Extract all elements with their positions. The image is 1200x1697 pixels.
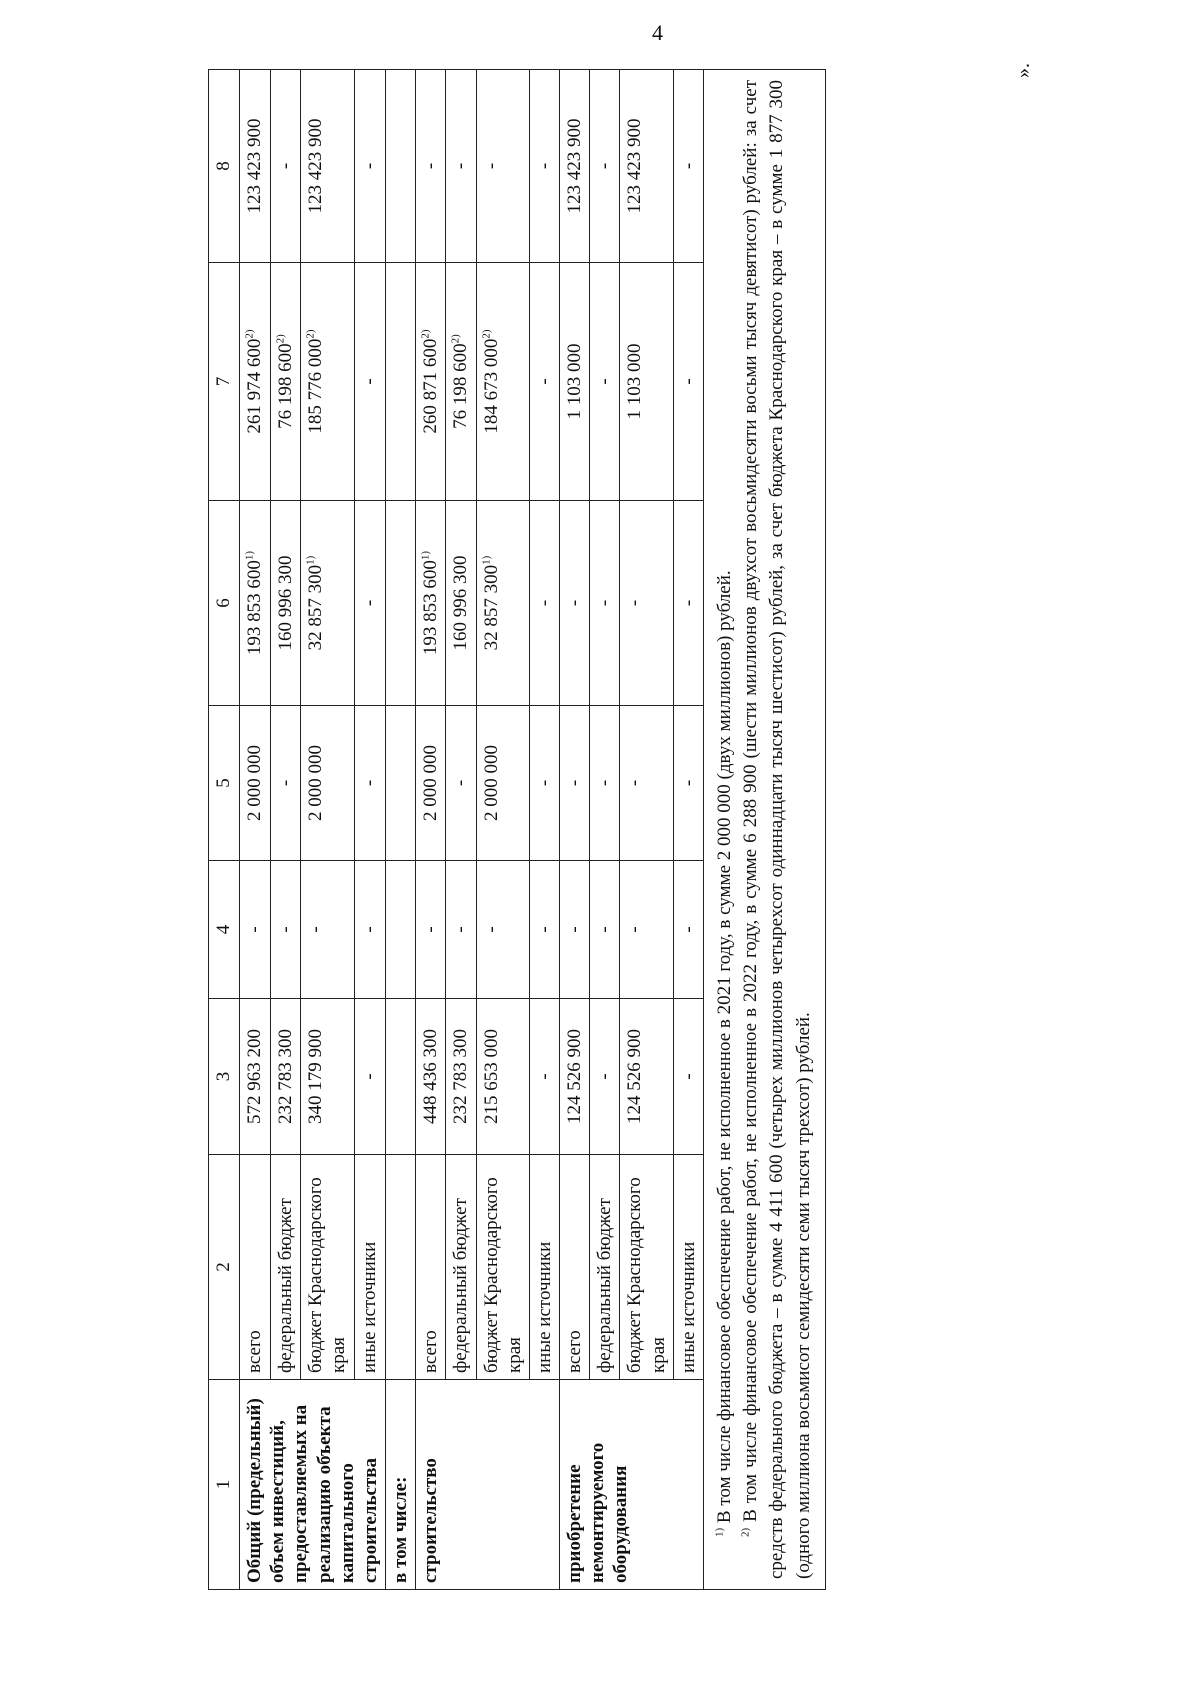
value-text: 340 179 900 [305, 1029, 327, 1124]
value-text: - [533, 378, 555, 385]
value-text: 193 853 600 [420, 560, 442, 656]
table-row [355, 70, 386, 1590]
value-cell [476, 999, 529, 1155]
value-text: - [564, 779, 586, 787]
funding-source: всего [416, 1155, 446, 1380]
value-text: - [420, 162, 442, 170]
value-text: - [450, 926, 472, 933]
header-cell: 8 [209, 70, 240, 263]
value-text: 572 963 200 [244, 1029, 265, 1124]
value-text: - [677, 162, 699, 170]
value-cell [673, 706, 703, 861]
value-cell [301, 861, 355, 999]
value-text: - [533, 599, 555, 607]
funding-source: бюджет Краснодарского края [476, 1155, 529, 1380]
investment-table [208, 69, 826, 1590]
value-text: - [677, 599, 699, 607]
value-cell [590, 999, 620, 1155]
value-cell [270, 861, 301, 999]
footnotes-cell [703, 70, 825, 1590]
value-cell [476, 706, 529, 861]
value-text: - [450, 162, 472, 170]
table-row [416, 70, 446, 1590]
value-text: - [533, 162, 555, 170]
footnote [738, 80, 817, 1579]
value-text: - [359, 926, 381, 933]
value-text: 1 103 000 [624, 343, 646, 420]
funding-source: бюджет Краснодарского края [620, 1155, 673, 1380]
value-cell [560, 861, 590, 999]
table-row [301, 70, 355, 1590]
header-row [209, 70, 240, 1590]
value-text: 124 526 900 [564, 1029, 586, 1124]
value-cell [301, 501, 355, 706]
header-cell: 3 [209, 999, 240, 1155]
subheading-row [386, 70, 416, 1590]
value-cell [560, 501, 590, 706]
footnote-mark: 1) [480, 555, 493, 565]
value-cell [446, 706, 476, 861]
value-cell [673, 501, 703, 706]
funding-source: федеральный бюджет [446, 1155, 476, 1380]
footnote-mark: 1) [713, 1527, 726, 1537]
value-cell [590, 861, 620, 999]
value-cell [270, 999, 301, 1155]
value-text: - [359, 378, 381, 385]
value-cell [560, 999, 590, 1155]
value-cell [416, 501, 446, 706]
value-cell [355, 263, 386, 501]
funding-source: иные источники [529, 1155, 559, 1380]
value-cell [446, 861, 476, 999]
footnote-text: В том числе финансовое обеспечение работ, не исполненное в 2022 году, в сумме 6 288 900 (шести миллионов двухсот восьмидесяти восьми тысяч девятисот) рублей: за счет средств федерального бюджета – в сумме 4 411 600 (четырех миллионов четырехсот одиннадцати тысяч шестисот) рублей, за счет бюджета Краснодарского края – в сумме 1 877 300 (одного миллиона восьмисот семидесяти семи тысяч трехсот) рублей. [740, 80, 814, 1579]
value-cell [620, 999, 673, 1155]
value-text: - [244, 926, 265, 933]
header-cell: 6 [209, 501, 240, 706]
value-text: 160 996 300 [450, 555, 472, 651]
value-text: 160 996 300 [274, 555, 296, 651]
table-row [446, 70, 476, 1590]
value-cell [529, 706, 559, 861]
value-cell [476, 70, 529, 263]
value-text: 261 974 600 [244, 338, 265, 434]
value-text: - [677, 926, 699, 933]
value-text: 185 776 000 [305, 338, 327, 434]
footnote [712, 80, 738, 1579]
value-cell [355, 706, 386, 861]
value-text: - [533, 779, 555, 787]
value-text: - [594, 779, 616, 787]
footnote-mark: 2) [450, 334, 463, 344]
value-cell [590, 70, 620, 263]
value-text: - [564, 599, 586, 607]
value-text: 76 198 600 [274, 343, 296, 429]
value-text: - [594, 1073, 616, 1080]
value-cell [301, 706, 355, 861]
value-text: - [274, 779, 296, 787]
value-text: 124 526 900 [624, 1029, 646, 1124]
group-title: строительство [416, 1380, 560, 1590]
value-cell [446, 999, 476, 1155]
value-cell [673, 999, 703, 1155]
value-text: - [624, 926, 646, 933]
value-cell [529, 70, 559, 263]
value-text: 232 783 300 [274, 1029, 296, 1124]
value-cell [529, 501, 559, 706]
value-cell [446, 501, 476, 706]
value-cell [355, 501, 386, 706]
funding-source: всего [240, 1155, 271, 1380]
value-cell [590, 706, 620, 861]
value-cell [476, 501, 529, 706]
value-text: - [594, 162, 616, 170]
closing-quote: ». [1012, 63, 1034, 78]
table-row [620, 70, 673, 1590]
value-cell [476, 263, 529, 501]
value-cell [301, 999, 355, 1155]
value-cell [620, 861, 673, 999]
value-cell [270, 706, 301, 861]
value-text: - [274, 162, 296, 170]
value-cell [529, 263, 559, 501]
rotated-table-container [208, 70, 1008, 1590]
value-text: 2 000 000 [420, 745, 442, 821]
value-cell [416, 263, 446, 501]
value-cell [620, 263, 673, 501]
subheading-label: в том числе: [386, 1380, 416, 1590]
value-text: - [624, 779, 646, 787]
value-cell [240, 263, 271, 501]
value-cell [240, 861, 271, 999]
value-text: - [359, 599, 381, 607]
value-cell [240, 706, 271, 861]
header-cell: 7 [209, 263, 240, 501]
value-text: 76 198 600 [450, 343, 472, 429]
value-text: 123 423 900 [305, 118, 327, 214]
value-text: - [420, 926, 442, 933]
value-cell [446, 70, 476, 263]
footnote-mark: 1) [243, 550, 256, 561]
table-row [529, 70, 559, 1590]
value-text: 448 436 300 [420, 1029, 442, 1124]
value-cell [620, 70, 673, 263]
value-text: - [359, 1073, 381, 1080]
value-cell [529, 861, 559, 999]
value-text: 184 673 000 [480, 338, 502, 434]
value-text: 32 857 300 [305, 564, 327, 651]
footnote-mark: 2) [304, 329, 317, 339]
value-text: 32 857 300 [480, 564, 502, 651]
value-text: - [274, 926, 296, 933]
value-cell [590, 263, 620, 501]
footnote-mark: 2) [480, 329, 493, 339]
value-text: - [480, 926, 502, 933]
value-cell [673, 263, 703, 501]
value-cell [355, 999, 386, 1155]
value-cell [240, 999, 271, 1155]
value-text: - [677, 1073, 699, 1080]
footnote-mark: 2) [739, 1527, 752, 1537]
value-cell [301, 263, 355, 501]
value-cell [529, 999, 559, 1155]
value-text: - [594, 378, 616, 385]
value-cell [560, 263, 590, 501]
value-cell [355, 70, 386, 263]
group-title: приобретение немонтируемого оборудования [560, 1380, 704, 1590]
value-cell [620, 501, 673, 706]
value-text: - [359, 779, 381, 787]
value-text: - [533, 926, 555, 933]
table-row [270, 70, 301, 1590]
table-row [560, 70, 590, 1590]
header-cell: 5 [209, 706, 240, 861]
value-text: - [677, 378, 699, 385]
funding-source: бюджет Краснодарского края [301, 1155, 355, 1380]
empty-cell [386, 999, 416, 1155]
value-cell [476, 861, 529, 999]
value-text: 193 853 600 [244, 560, 265, 656]
empty-cell [386, 1155, 416, 1380]
funding-source: иные источники [355, 1155, 386, 1380]
header-cell: 1 [209, 1380, 240, 1590]
value-cell [416, 70, 446, 263]
table-row [476, 70, 529, 1590]
empty-cell [386, 501, 416, 706]
table-row [673, 70, 703, 1590]
value-text: - [594, 926, 616, 933]
value-cell [240, 70, 271, 263]
value-text: 1 103 000 [564, 343, 586, 420]
value-cell [590, 501, 620, 706]
header-cell: 2 [209, 1155, 240, 1380]
value-cell [446, 263, 476, 501]
footnote-mark: 2) [419, 329, 432, 339]
value-cell [416, 999, 446, 1155]
table-row [590, 70, 620, 1590]
value-text: 123 423 900 [244, 118, 265, 214]
empty-cell [386, 263, 416, 501]
footnotes-row [703, 70, 825, 1590]
funding-source: федеральный бюджет [590, 1155, 620, 1380]
funding-source: иные источники [673, 1155, 703, 1380]
funding-source: федеральный бюджет [270, 1155, 301, 1380]
value-cell [560, 706, 590, 861]
group-title: Общий (предельный) объем инвестиций, предоставляемых на реализацию объекта капитального строительства [240, 1380, 386, 1590]
value-cell [270, 501, 301, 706]
value-text: 2 000 000 [244, 745, 265, 821]
footnote-mark: 1) [419, 550, 432, 561]
value-text: 232 783 300 [450, 1029, 472, 1124]
value-cell [355, 861, 386, 999]
value-text: - [624, 599, 646, 607]
page-number: 4 [652, 20, 663, 45]
empty-cell [386, 861, 416, 999]
value-text: - [533, 1073, 555, 1080]
value-text: 2 000 000 [480, 745, 502, 821]
value-text: 2 000 000 [305, 745, 327, 821]
value-text: - [450, 779, 472, 787]
footnote-mark: 2) [243, 329, 256, 339]
value-cell [673, 70, 703, 263]
value-cell [673, 861, 703, 999]
value-cell [270, 70, 301, 263]
value-text: - [677, 779, 699, 787]
funding-source: всего [560, 1155, 590, 1380]
table-row [240, 70, 271, 1590]
empty-cell [386, 706, 416, 861]
value-cell [416, 706, 446, 861]
value-text: 123 423 900 [624, 118, 646, 214]
value-cell [416, 861, 446, 999]
value-cell [240, 501, 271, 706]
empty-cell [386, 70, 416, 263]
value-text: - [594, 599, 616, 607]
footnote-text: В том числе финансовое обеспечение работ, не исполненное в 2021 году, в сумме 2 000 000 (двух миллионов) рублей. [713, 570, 735, 1528]
footnote-mark: 2) [274, 334, 287, 344]
value-text: - [359, 162, 381, 170]
value-text: 215 653 000 [480, 1029, 502, 1124]
value-cell [620, 706, 673, 861]
value-cell [270, 263, 301, 501]
value-text: - [480, 162, 502, 170]
value-cell [301, 70, 355, 263]
header-cell: 4 [209, 861, 240, 999]
footnote-mark: 1) [304, 555, 317, 565]
value-text: 123 423 900 [564, 118, 586, 214]
value-cell [560, 70, 590, 263]
value-text: - [564, 926, 586, 933]
value-text: - [305, 926, 327, 933]
value-text: 260 871 600 [420, 338, 442, 434]
